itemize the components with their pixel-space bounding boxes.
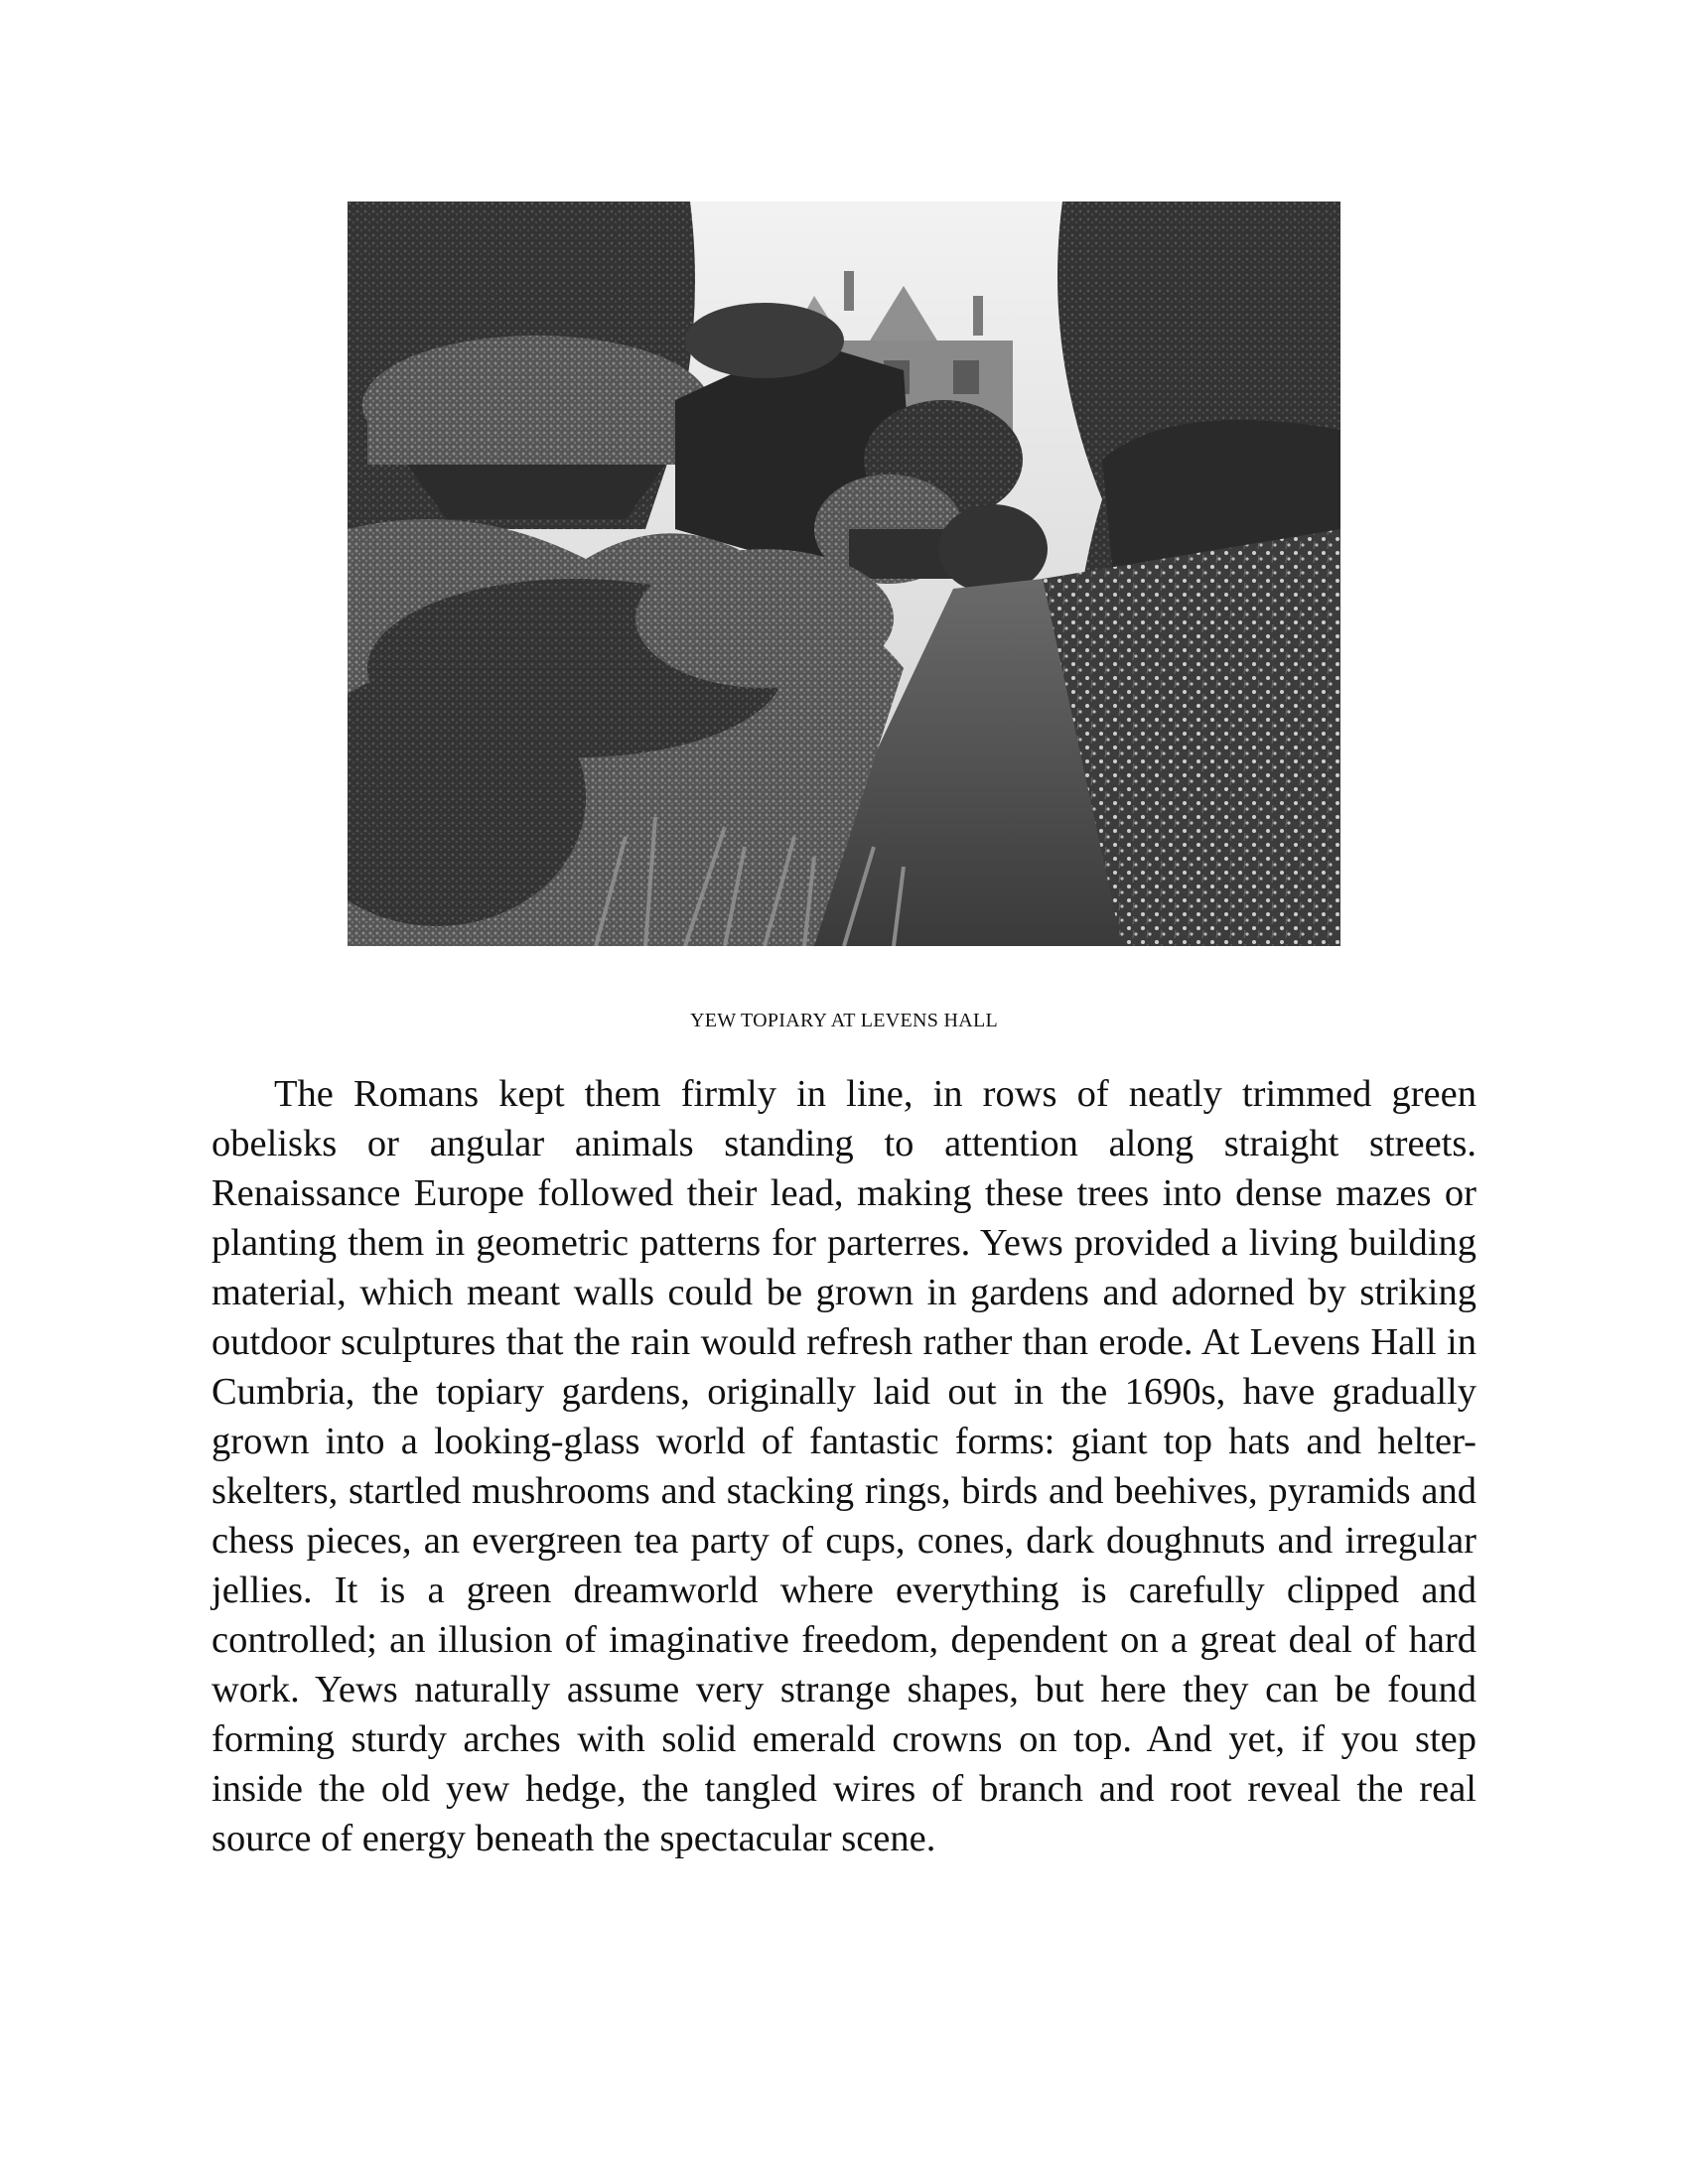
garden-topiary-photo (348, 202, 1340, 946)
figure-caption: YEW TOPIARY AT LEVENS HALL (689, 1010, 999, 1031)
body-paragraph: The Romans kept them firmly in line, in rows of neatly trimmed green obelisks or angular animals standing to attention along straight streets. Renaissance Europe followed their lead, making these trees into dense mazes or planting them in geometric patterns for parterres. Yews provided a living building material, which meant walls could be grown in gardens and adorned by striking outdoor sculptures that the rain would refresh rather than erode. At Levens Hall in Cumbria, the topiary gardens, originally laid out in the 1690s, have gradually grown into a looking-glass world of fantastic forms: giant top hats and helter-skelters, startled mushrooms and stacking rings, birds and beehives, pyramids and chess pieces, an evergreen tea party of cups, cones, dark doughnuts and irregular jellies. It is a green dreamworld where everything is carefully clipped and controlled; an illusion of imaginative freedom, dependent on a great deal of hard work. Yews naturally assume very strange shapes, but here they can be found forming sturdy arches with solid emerald crowns on top. And yet, if you step inside the old yew hedge, the tangled wires of branch and root reveal the real source of energy beneath the spectacular scene. (211, 1073, 1477, 1859)
